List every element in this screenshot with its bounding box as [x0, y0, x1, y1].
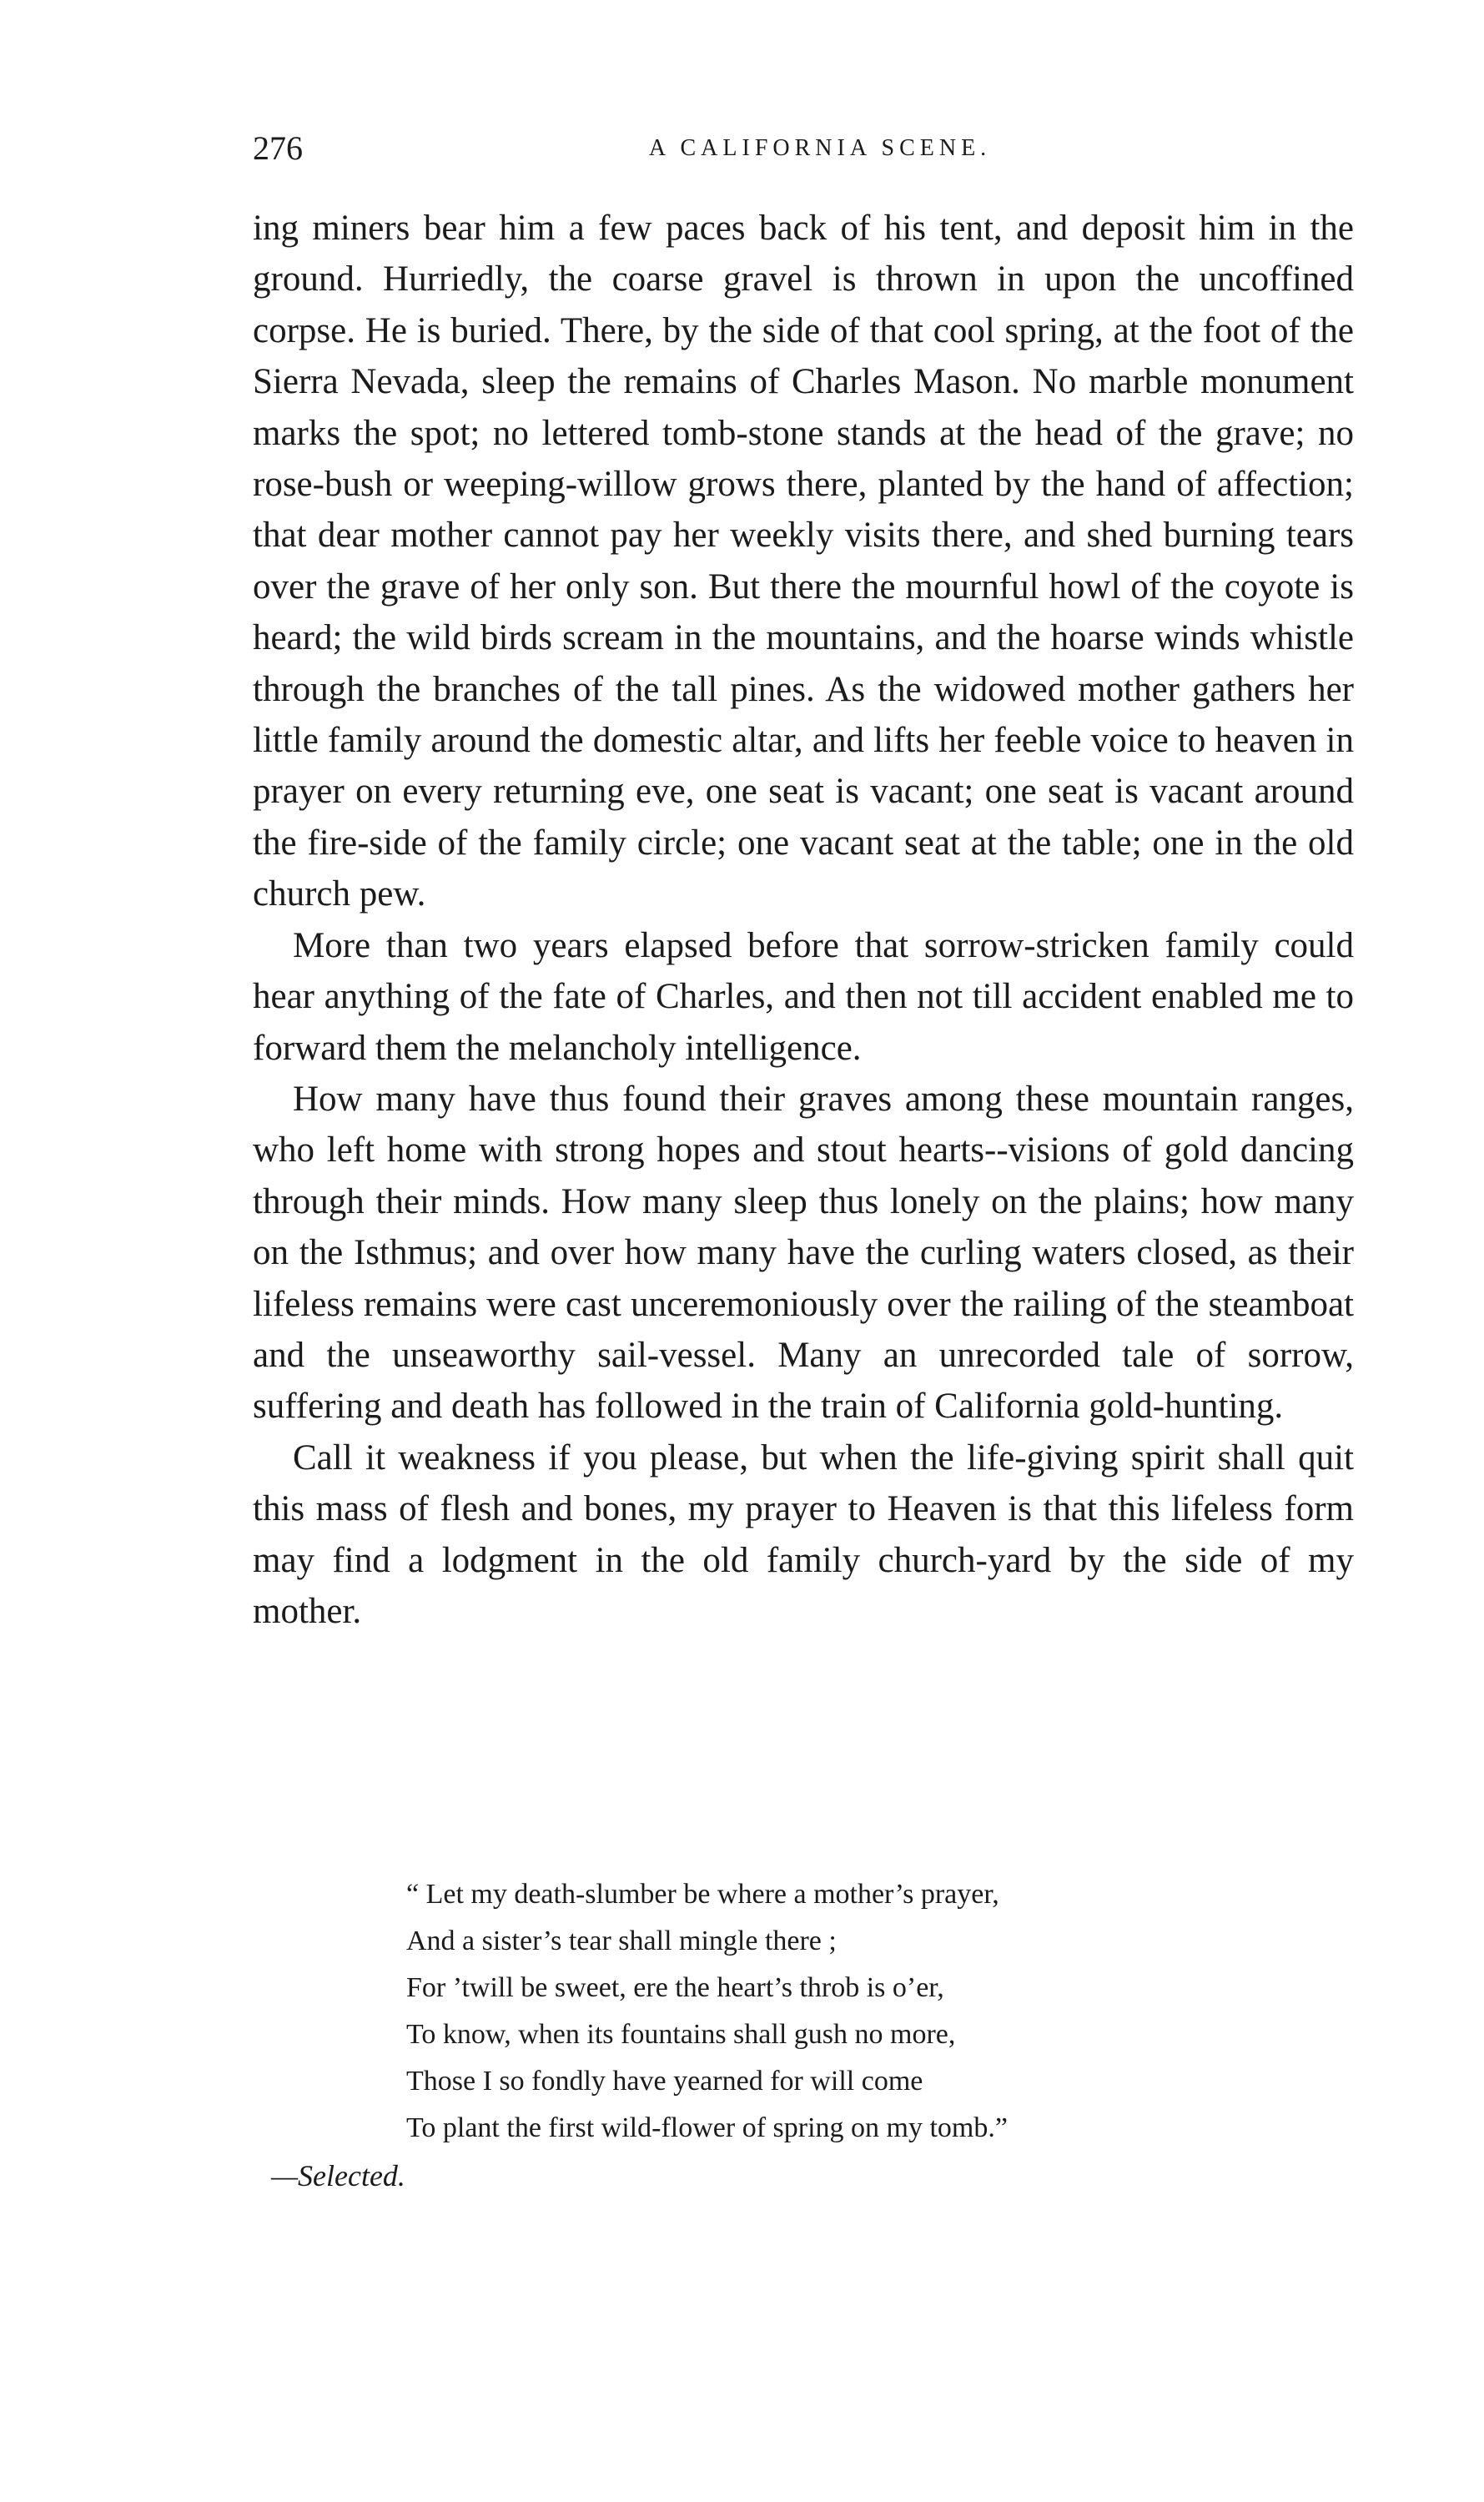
poem-line: “ Let my death-slumber be where a mother’s prayer,: [406, 1879, 999, 1910]
attribution: —Selected.: [271, 2159, 405, 2192]
paragraph-continuation: ing miners bear him a few paces back of his tent, and deposit him in the ground. Hurriedly, the coarse gravel is thrown in upon the uncoffined corpse. He is buried. There, by the side of that cool spring, at the foot of the Sierra Nevada, sleep the remains of Charles Mason. No marble monument marks the spot; no lettered tomb-stone stands at the head of the grave; no rose-bush or weeping-willow grows there, planted by the hand of affection; that dear mother cannot pay her weekly visits there, and shed burning tears over the grave of her only son. But there the mournful howl of the coyote is heard; the wild birds scream in the mountains, and the hoarse winds whistle through the branches of the tall pines. As the widowed mother gathers her little family around the domestic altar, and lifts her feeble voice to heaven in prayer on every returning eve, one seat is vacant; one seat is vacant around the fire-side of the family circle; one vacant seat at the table; one in the old church pew.: [253, 209, 1354, 914]
poem-quotation: [406, 1871, 1341, 2152]
paragraph: More than two years elapsed before that sorrow-stricken family could hear anything of the fate of Charles, and then not till accident enabled me to forward them the melancholy intelligence.: [253, 925, 1354, 1068]
page-number: 276: [253, 129, 303, 167]
running-head: [253, 123, 1354, 174]
poem-line: And a sister’s tear shall mingle there ;: [406, 1926, 837, 1956]
poem-line: To plant the first wild-flower of spring on my tomb.”: [406, 2112, 1008, 2143]
running-title: A CALIFORNIA SCENE.: [648, 135, 992, 161]
poem-line: To know, when its fountains shall gush no more,: [406, 2019, 956, 2050]
poem-line: Those I so fondly have yearned for will come: [406, 2066, 923, 2097]
paragraph: Call it weakness if you please, but when the life-giving spirit shall quit this mass of flesh and bones, my prayer to Heaven is that this lifeless form may find a lodgment in the old family church-yard by the side of my mother.: [253, 1437, 1354, 1631]
paragraph: How many have thus found their graves among these mountain ranges, who left home with strong hopes and stout hearts--visions of gold dancing through their minds. How many sleep thus lonely on the plains; how many on the Isthmus; and over how many have the curling waters closed, as their lifeless remains were cast unceremoniously over the railing of the steamboat and the unseaworthy sail-vessel. Many an unrecorded tale of sorrow, suffering and death has followed in the train of California gold-hunting.: [253, 1079, 1354, 1427]
poem-line: For ’twill be sweet, ere the heart’s throb is o’er,: [406, 1972, 944, 2003]
body-text: [253, 203, 1354, 1637]
